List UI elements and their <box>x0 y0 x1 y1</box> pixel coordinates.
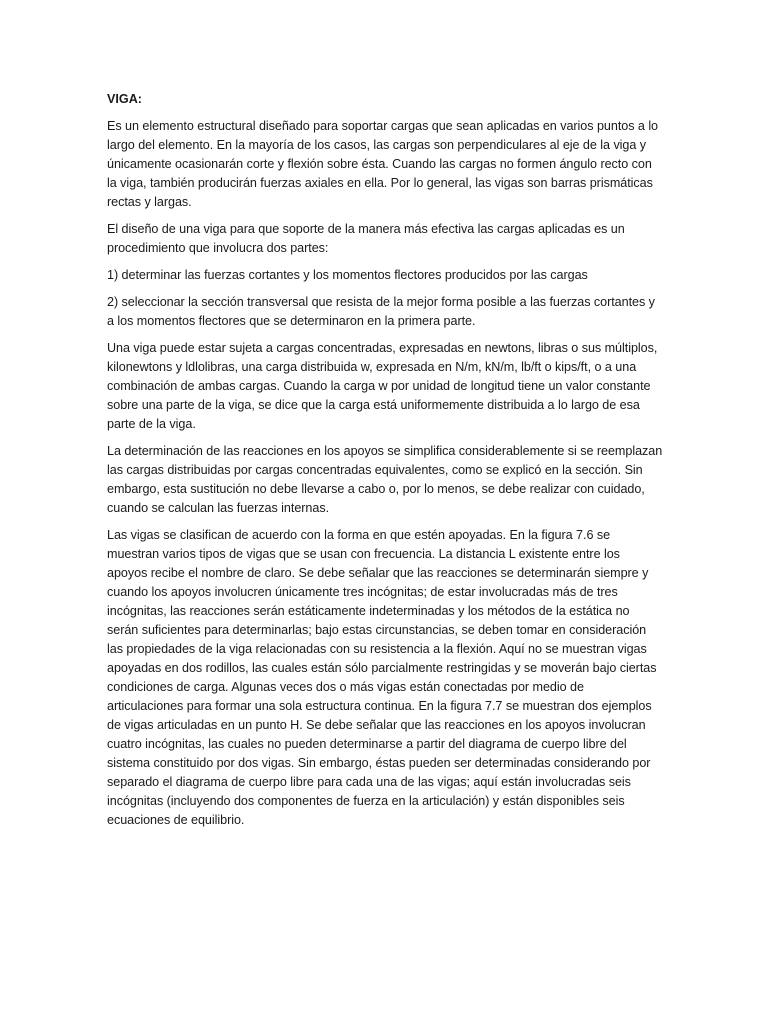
paragraph-reactions: La determinación de las reacciones en los apoyos se simplifica considerablemente si se reemplazan las cargas distribuidas por cargas concentradas equivalentes, como se explicó en la sección. Sin embargo, esta sustitución no debe llevarse a cabo o, por lo menos, se debe realizar con cuidado, cuando se calculan las fuerzas internas. <box>107 444 663 515</box>
paragraph-classification: Las vigas se clasifican de acuerdo con la forma en que estén apoyadas. En la figura 7.6 se muestran varios tipos de vigas que se usan con frecuencia. La distancia L existente entre los apoyos recibe el nombre de claro. Se debe señalar que las reacciones se determinarán siempre y cuando los apoyos involucren únicamente tres incógnitas; de estar involucradas más de tres incógnitas, las reacciones serán estáticamente indeterminadas y los métodos de la estática no serán suficientes para determinarlas; bajo estas circunstancias, se deben tomar en consideración las propiedades de la viga relacionadas con su resistencia a la flexión. Aquí no se muestran vigas apoyadas en dos rodillos, las cuales están sólo parcialmente restringidas y se moverán bajo ciertas condiciones de carga. Algunas veces dos o más vigas están conectadas por medio de articulaciones para formar una sola estructura continua. En la figura 7.7 se muestran dos ejemplos de vigas articuladas en un punto H. Se debe señalar que las reacciones en los apoyos involucran cuatro incógnitas, las cuales no pueden determinarse a partir del diagrama de cuerpo libre del sistema constituido por dos vigas. Sin embargo, éstas pueden ser determinadas considerando por separado el diagrama de cuerpo libre para cada una de las vigas; aquí están involucradas seis incógnitas (incluyendo dos componentes de fuerza en la articulación) y están disponibles seis ecuaciones de equilibrio. <box>107 528 657 827</box>
document-title: VIGA: <box>107 92 142 106</box>
document-page <box>107 90 663 838</box>
paragraph-design-intro: El diseño de una viga para que soporte de la manera más efectiva las cargas aplicadas es un procedimiento que involucra dos partes: <box>107 222 625 255</box>
paragraph-step-2: 2) seleccionar la sección transversal que resista de la mejor forma posible a las fuerzas cortantes y a los momentos flectores que se determinaron en la primera parte. <box>107 295 655 328</box>
paragraph-loads: Una viga puede estar sujeta a cargas concentradas, expresadas en newtons, libras o sus múltiplos, kilonewtons y ldlolibras, una carga distribuida w, expresada en N/m, kN/m, lb/ft o kips/ft, o a una combinación de ambas cargas. Cuando la carga w por unidad de longitud tiene un valor constante sobre una parte de la viga, se dice que la carga está uniformemente distribuida a lo largo de esa parte de la viga. <box>107 341 658 431</box>
paragraph-step-1: 1) determinar las fuerzas cortantes y los momentos flectores producidos por las cargas <box>107 268 588 282</box>
paragraph-definition: Es un elemento estructural diseñado para soportar cargas que sean aplicadas en varios puntos a lo largo del elemento. En la mayoría de los casos, las cargas son perpendiculares al eje de la viga y únicamente ocasionarán corte y flexión sobre ésta. Cuando las cargas no formen ángulo recto con la viga, también producirán fuerzas axiales en ella. Por lo general, las vigas son barras prismáticas rectas y largas. <box>107 119 659 209</box>
